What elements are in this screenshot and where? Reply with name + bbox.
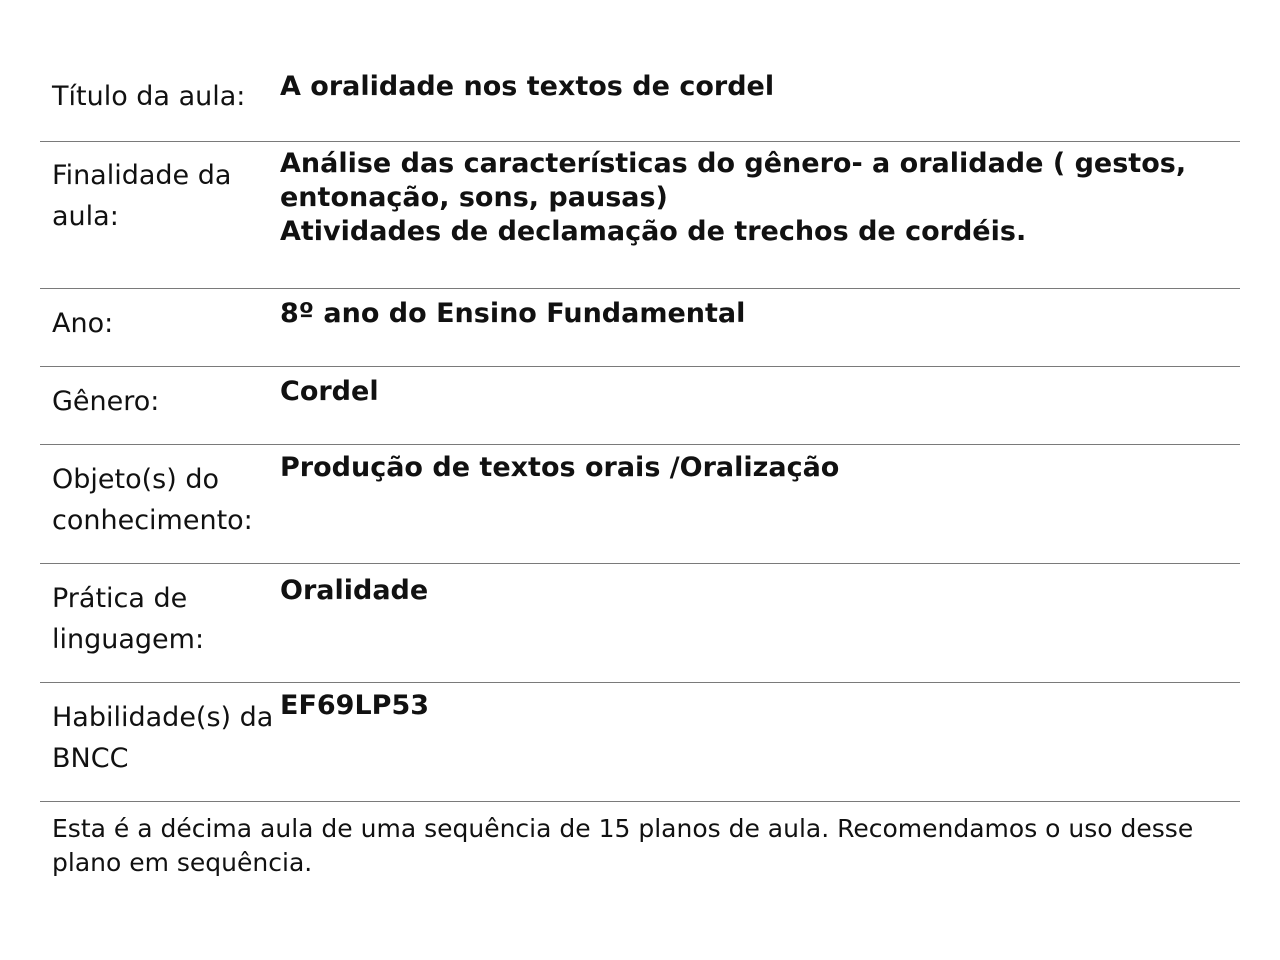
value-line: Análise das características do gênero- a oralidade ( gestos, entonação, sons, pausas) — [280, 148, 1187, 213]
row-label: Habilidade(s) da BNCC — [52, 702, 274, 774]
row-pratica — [40, 564, 1240, 683]
row-value — [280, 451, 1240, 563]
row-value — [280, 375, 1240, 444]
row-objeto — [40, 445, 1240, 564]
row-label: Objeto(s) do conhecimento: — [52, 464, 253, 536]
row-finalidade — [40, 142, 1240, 289]
row-label: Prática de linguagem: — [52, 583, 205, 655]
row-value — [280, 147, 1240, 288]
row-label: Gênero: — [52, 386, 160, 417]
row-label: Ano: — [52, 308, 114, 339]
value-line: A oralidade nos textos de cordel — [280, 71, 775, 102]
lesson-plan-table — [40, 66, 1240, 802]
row-value — [280, 574, 1240, 682]
value-line: Cordel — [280, 376, 379, 407]
value-line: Produção de textos orais /Oralização — [280, 452, 840, 483]
row-value — [280, 297, 1240, 366]
row-habilidade — [40, 683, 1240, 802]
row-label: Finalidade da aula: — [52, 160, 232, 232]
value-line: 8º ano do Ensino Fundamental — [280, 298, 746, 329]
value-line: Oralidade — [280, 575, 429, 606]
row-value — [280, 70, 1240, 141]
value-line: EF69LP53 — [280, 690, 430, 721]
row-genero — [40, 367, 1240, 445]
value-line: Atividades de declamação de trechos de cordéis. — [280, 216, 1027, 247]
row-titulo — [40, 66, 1240, 142]
row-label: Título da aula: — [52, 81, 246, 112]
sequence-note: Esta é a décima aula de uma sequência de 15 planos de aula. Recomendamos o uso desse plano em sequência. — [52, 814, 1194, 877]
row-value — [280, 689, 1240, 801]
row-ano — [40, 289, 1240, 367]
